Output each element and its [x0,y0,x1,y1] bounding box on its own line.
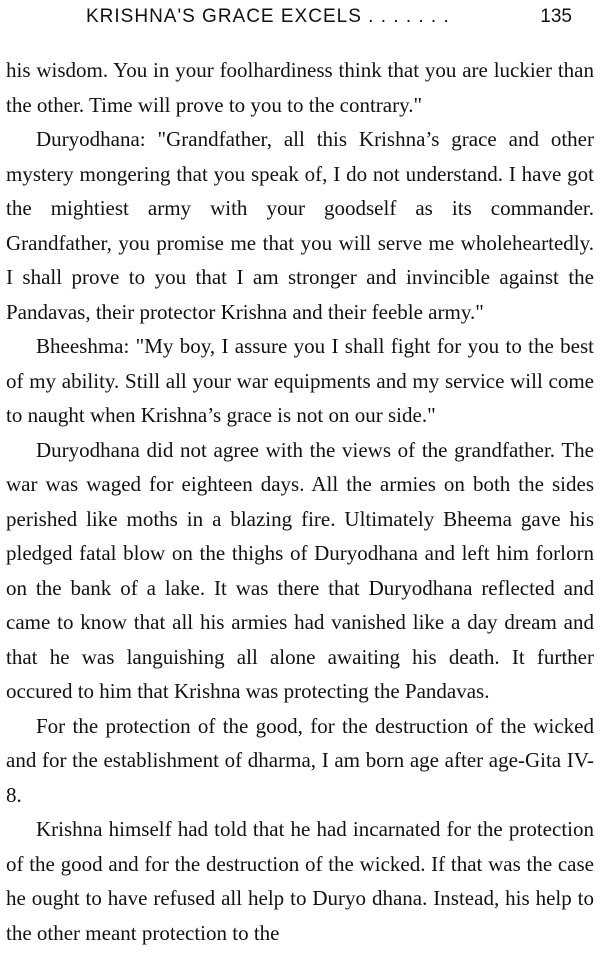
paragraph-continuation: his wisdom. You in your foolhardiness think that you are luckier than the other. Time will prove to you to the contrary." [6,58,594,117]
paragraph-war-narrative: Duryodhana did not agree with the views of the grandfather. The war was waged for eighteen days. All the armies on both the sides perished like moths in a blazing fire. Ultimately Bheema gave his pledged fatal blow on the thighs of Duryodhana and left him forlorn on the bank of a lake. It was there that Duryodhana reflected and came to know that all his armies had vanished like a day dream and that he was languishing all alone awaiting his death. It further occured to him that Krishna was protecting the Pandavas. [6,437,594,703]
paragraph-gita-quote: For the protection of the good, for the destruction of the wicked and for the establishment of dharma, I am born age after age-Gita IV-8. [6,713,594,807]
paragraph-duryodhana-speech: Duryodhana: "Grandfather, all this Krishna’s grace and other mystery mongering that you speak of, I do not understand. I have got the mightiest army with your goodself as its commander. Grandfather, you promise me that you will serve me wholeheartedly. I shall prove to you that I am stronger and invincible against the Pandavas, their protector Krishna and their feeble army." [6,127,594,324]
paragraph-krishna-incarnation: Krishna himself had told that he had incarnated for the protection of the good and for the destruction of the wicked. If that was the case he ought to have refused all help to Duryo dhana. Instead, his help to the other meant protection to the [6,817,594,945]
paragraph-bheeshma-speech: Bheeshma: "My boy, I assure you I shall fight for you to the best of my ability. Still all your war equipments and my service will come to naught when Krishna’s grace is not on our side." [6,334,594,427]
body-text [6,53,594,950]
page-number: 135 [540,6,572,27]
running-header [6,0,594,40]
running-title: KRISHNA'S GRACE EXCELS . . . . . . . [86,6,450,27]
